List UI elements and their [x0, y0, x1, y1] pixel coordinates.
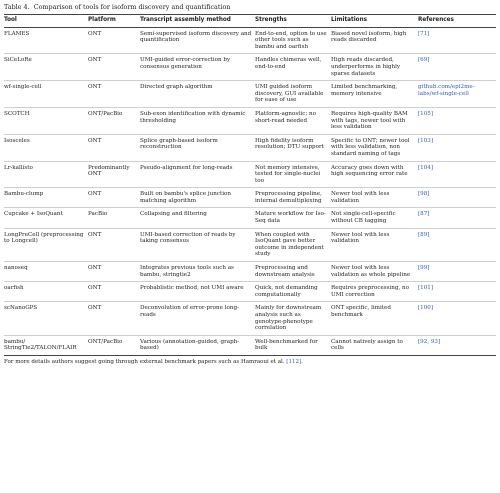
cell-strengths: Quick, not demanding computationally — [255, 282, 331, 302]
cell-method: UMI-based correction of reads by taking consensus — [140, 228, 255, 261]
table-row — [4, 81, 496, 108]
cell-limitations: Newer tool with less validation — [331, 228, 418, 261]
cell-platform: ONT/PacBio — [88, 335, 140, 355]
cell-tool: LongPreCell (preprocessing to Longcell) — [4, 228, 88, 261]
table-header-row — [4, 15, 496, 28]
cell-platform: PacBio — [88, 208, 140, 228]
cell-tool: FLAMES — [4, 27, 88, 54]
cell-tool: Isosceles — [4, 134, 88, 161]
footnote-reference-link[interactable]: [112] — [286, 358, 302, 365]
table-footnote — [4, 359, 496, 366]
cell-references-link[interactable]: [87] — [418, 208, 496, 228]
cell-method: Collapsing and filtering — [140, 208, 255, 228]
header-tool: Tool — [4, 15, 88, 28]
cell-references-link[interactable]: [100] — [418, 302, 496, 335]
header-method: Transcript assembly method — [140, 15, 255, 28]
table-row — [4, 282, 496, 302]
cell-strengths: Well-benchmarked for bulk — [255, 335, 331, 355]
cell-references-link[interactable]: [71] — [418, 27, 496, 54]
cell-method: Directed graph algorithm — [140, 81, 255, 108]
cell-strengths: Not memory intensive, tested for single-nuclei too — [255, 161, 331, 188]
cell-method: Various (annotation-guided, graph-based) — [140, 335, 255, 355]
table-row — [4, 161, 496, 188]
cell-tool: Lr-kallisto — [4, 161, 88, 188]
cell-references-link[interactable]: [92, 93] — [418, 335, 496, 355]
cell-references-link[interactable]: github.com/epi2me-labs/wf-single-cell — [418, 81, 496, 108]
cell-tool: Bambu-clump — [4, 188, 88, 208]
cell-tool: SCOTCH — [4, 107, 88, 134]
cell-references-link[interactable]: [103] — [418, 134, 496, 161]
cell-platform: ONT — [88, 228, 140, 261]
cell-tool: wf-single-cell — [4, 81, 88, 108]
cell-limitations: Cannot natively assign to cells — [331, 335, 418, 355]
cell-tool: Cupcake + IsoQuant — [4, 208, 88, 228]
cell-limitations: Newer tool with less validation — [331, 188, 418, 208]
cell-references-link[interactable]: [69] — [418, 54, 496, 81]
cell-platform: ONT — [88, 27, 140, 54]
cell-limitations: Limited benchmarking, memory intensive — [331, 81, 418, 108]
table-row — [4, 27, 496, 54]
cell-references-link[interactable]: [89] — [418, 228, 496, 261]
cell-method: Built on bambu's splice junction matching algorithm — [140, 188, 255, 208]
cell-platform: ONT — [88, 54, 140, 81]
table-row — [4, 208, 496, 228]
cell-method: Pseudo-alignment for long-reads — [140, 161, 255, 188]
cell-platform: ONT — [88, 282, 140, 302]
table-row — [4, 107, 496, 134]
cell-platform: ONT — [88, 81, 140, 108]
cell-strengths: End-to-end, option to use other tools such as bambu and oarfish — [255, 27, 331, 54]
cell-tool: bambu/ StringTie2/TALON/FLAIR — [4, 335, 88, 355]
cell-method: Deconvolution of error-prone long-reads — [140, 302, 255, 335]
cell-references-link[interactable]: [104] — [418, 161, 496, 188]
cell-tool: scNanoGPS — [4, 302, 88, 335]
table-body — [4, 27, 496, 355]
cell-tool: SiCeLoRe — [4, 54, 88, 81]
cell-method: UMI-guided error-correction by consensus generation — [140, 54, 255, 81]
cell-limitations: Not single-cell-specific without CB tagging — [331, 208, 418, 228]
cell-limitations: Biased novel isoform, high reads discarded — [331, 27, 418, 54]
header-platform: Platform — [88, 15, 140, 28]
header-references: References — [418, 15, 496, 28]
cell-limitations: Accuracy goes down with high sequencing error rate — [331, 161, 418, 188]
cell-tool: nanoseq — [4, 262, 88, 282]
table-row — [4, 262, 496, 282]
cell-strengths: Preprocessing and downstream analysis — [255, 262, 331, 282]
cell-limitations: Requires high-quality BAM with tags, newer tool with less validation — [331, 107, 418, 134]
table-row — [4, 188, 496, 208]
cell-strengths: Mainly for downstream analysis such as genotype-phenotype correlation — [255, 302, 331, 335]
cell-limitations: Specific to ONT; newer tool with less validation, non standard naming of tags — [331, 134, 418, 161]
cell-strengths: When coupled with IsoQuant gave better outcome in independent study — [255, 228, 331, 261]
header-strengths: Strengths — [255, 15, 331, 28]
cell-tool: oarfish — [4, 282, 88, 302]
cell-strengths: Handles chimeras well, end-to-end — [255, 54, 331, 81]
cell-references-link[interactable]: [105] — [418, 107, 496, 134]
cell-platform: ONT — [88, 262, 140, 282]
header-limitations: Limitations — [331, 15, 418, 28]
cell-strengths: Platform-agnostic; no short-read needed — [255, 107, 331, 134]
table-row — [4, 134, 496, 161]
cell-limitations: Requires preprocessing, no UMI correction — [331, 282, 418, 302]
footnote-text: For more details authors suggest going through external benchmark papers such as Hamraoui et al. — [4, 358, 285, 365]
table-caption-label: Table 4. — [4, 3, 30, 11]
cell-method: Probablistic method, not UMI aware — [140, 282, 255, 302]
cell-references-link[interactable]: [98] — [418, 188, 496, 208]
cell-strengths: Preprocessing pipeline, internal demultiplexing — [255, 188, 331, 208]
cell-platform: Predominantly ONT — [88, 161, 140, 188]
cell-limitations: High reads discarded, underperforms in highly sparse datasets — [331, 54, 418, 81]
cell-method: Sub-exon identification with dynamic thresholding — [140, 107, 255, 134]
cell-references-link[interactable]: [99] — [418, 262, 496, 282]
cell-method: Integrates previous tools such as bambu, stringtie2 — [140, 262, 255, 282]
cell-references-link[interactable]: [101] — [418, 282, 496, 302]
table-row — [4, 228, 496, 261]
cell-platform: ONT — [88, 188, 140, 208]
table-row — [4, 54, 496, 81]
footnote-end: . — [301, 358, 303, 365]
cell-method: Semi-supervised isoform discovery and quantification — [140, 27, 255, 54]
cell-platform: ONT — [88, 134, 140, 161]
cell-limitations: Newer tool with less validation as whole pipeline — [331, 262, 418, 282]
comparison-table — [4, 14, 496, 356]
table-row — [4, 335, 496, 355]
cell-strengths: High fidelity isoform resolution; DTU support — [255, 134, 331, 161]
table-caption-title: Comparison of tools for isoform discovery and quantification — [33, 3, 231, 11]
cell-method: Splice graph-based isoform reconstruction — [140, 134, 255, 161]
cell-strengths: UMI guided isoform discovery, GUI available for ease of use — [255, 81, 331, 108]
cell-platform: ONT/PacBio — [88, 107, 140, 134]
cell-limitations: ONT specific, limited benchmark — [331, 302, 418, 335]
cell-platform: ONT — [88, 302, 140, 335]
cell-strengths: Mature workflow for Iso-Seq data — [255, 208, 331, 228]
table-caption — [4, 3, 496, 11]
table-row — [4, 302, 496, 335]
